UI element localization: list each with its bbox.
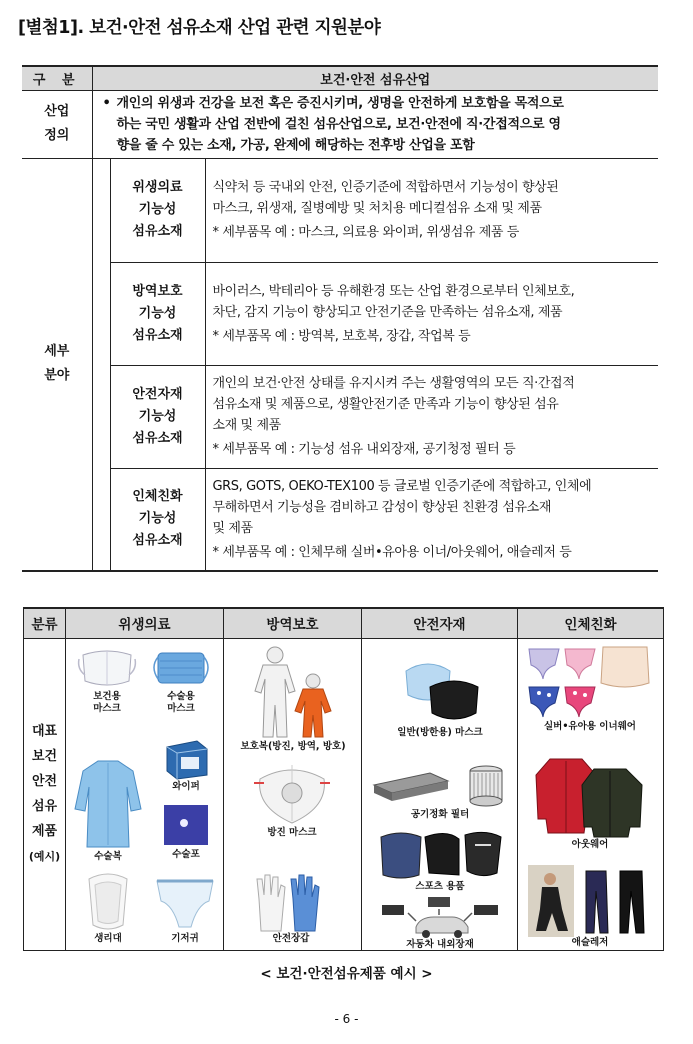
subfield-label: 세부 분야 xyxy=(22,158,92,571)
header-body-friendly: 인체친화 xyxy=(518,608,664,638)
hygiene-cell xyxy=(66,638,224,950)
document-title: [별첨1]. 보건·안전 섬유소재 산업 관련 지원분야 xyxy=(18,18,381,38)
protective-suit-item: 보호복(방진, 방역, 방호) xyxy=(228,645,358,753)
surgical-mask-icon xyxy=(148,645,214,691)
health-mask-item: 보건용 마스크 xyxy=(72,645,142,715)
header-safety: 안전자재 xyxy=(362,608,518,638)
sports-gear-icon xyxy=(375,829,505,881)
bullet-icon: • xyxy=(102,95,111,111)
surgical-drape-icon xyxy=(160,801,212,849)
safety-cell xyxy=(362,638,518,950)
car-interior-icon xyxy=(378,895,502,939)
air-filter-item: 공기정화 필터 xyxy=(366,763,514,821)
table-row xyxy=(22,262,658,365)
table-header-row xyxy=(24,608,664,638)
outerwear-icon xyxy=(530,749,650,839)
air-filter-icon xyxy=(370,763,510,809)
car-interior-item: 자동차 내외장재 xyxy=(372,895,508,951)
table-row xyxy=(22,468,658,571)
header-category: 구 분 xyxy=(22,66,92,90)
innerwear-item: 실버•유아용 이너웨어 xyxy=(522,645,658,733)
safety-gloves-icon xyxy=(251,871,331,933)
protection-cell xyxy=(224,638,362,950)
table-row xyxy=(22,365,658,468)
dust-mask-item: 방진 마스크 xyxy=(242,761,342,839)
general-mask-item: 일반(방한용) 마스크 xyxy=(380,657,500,739)
safety-gloves-item: 안전장갑 xyxy=(246,871,336,945)
athleisure-icon xyxy=(528,865,652,937)
row-description: 식약처 등 국내외 안전, 인증기준에 적합하면서 기능성이 향상된 마스크, 위생재, 질병예방 및 처치용 메디컬섬유 소재 및 제품 * 세부품목 예 : 마스크, 의료용 와이퍼, 위생섬유 제품 등 xyxy=(205,158,658,262)
sports-gear-item: 스포츠 용품 xyxy=(370,829,510,893)
outerwear-item: 아웃웨어 xyxy=(528,749,652,851)
innerwear-icon xyxy=(525,645,655,721)
spacer-cell xyxy=(92,158,110,571)
examples-row xyxy=(24,638,664,950)
table-header-row xyxy=(22,66,658,90)
diaper-item: 기저귀 xyxy=(150,871,220,945)
product-examples-table xyxy=(23,607,664,951)
definition-label: 산업 정의 xyxy=(22,90,92,158)
header-protection: 방역보호 xyxy=(224,608,362,638)
row-name: 인체친화 기능성 섬유소재 xyxy=(110,468,205,571)
header-industry: 보건·안전 섬유산업 xyxy=(92,66,658,90)
table-row xyxy=(22,158,658,262)
page-number: - 6 - xyxy=(334,1012,359,1026)
diaper-icon xyxy=(153,871,217,933)
row-name: 위생의료 기능성 섬유소재 xyxy=(110,158,205,262)
sanitary-pad-item: 생리대 xyxy=(72,871,144,945)
row-name: 안전자재 기능성 섬유소재 xyxy=(110,365,205,468)
row-description: GRS, GOTS, OEKO-TEX100 등 글로벌 인증기준에 적합하고, 인체에 무해하면서 기능성을 겸비하고 감성이 향상된 친환경 섬유소재 및 제품 * 세부품목 예 : 인체무해 실버•유아용 이너/아웃웨어, 애슬레저 등 xyxy=(205,468,658,571)
surgical-mask-item: 수술용 마스크 xyxy=(146,645,216,715)
surgical-gown-icon xyxy=(73,757,143,851)
wiper-item: 와이퍼 xyxy=(154,737,218,793)
row-description: 개인의 보건·안전 상태를 유지시켜 주는 생활영역의 모든 직·간접적 섬유소재 및 제품으로, 생활안전기준 만족과 기능이 향상된 섬유 소재 및 제품 * 세부품목 예 : 기능성 섬유 내외장재, 공기청정 필터 등 xyxy=(205,365,658,468)
athleisure-item: 애슬레저 xyxy=(524,865,656,949)
protective-suit-icon xyxy=(243,645,343,741)
health-mask-icon xyxy=(75,645,139,691)
dust-mask-icon xyxy=(250,761,334,827)
sanitary-pad-icon xyxy=(75,871,141,933)
industry-definition-table xyxy=(22,65,658,572)
surgical-gown-item: 수술복 xyxy=(68,757,148,863)
surgical-drape-item: 수술포 xyxy=(154,801,218,861)
definition-row xyxy=(22,90,658,158)
row-name: 방역보호 기능성 섬유소재 xyxy=(110,262,205,365)
header-hygiene: 위생의료 xyxy=(66,608,224,638)
figure-caption: < 보건·안전섬유제품 예시 > xyxy=(260,966,433,982)
definition-text: • 개인의 위생과 건강을 보전 혹은 증진시키며, 생명을 안전하게 보호함을 목적으로 하는 국민 생활과 산업 전반에 걸친 섬유산업으로, 보건·안전에 직·간접적으로 영 향을 줄 수 있는 소재, 가공, 완제에 해당하는 전후방 산업을 포함 xyxy=(92,90,658,158)
wiper-box-icon xyxy=(161,737,211,781)
body-friendly-cell xyxy=(518,638,664,950)
header-classification: 분류 xyxy=(24,608,66,638)
examples-label: 대표 보건 안전 섬유 제품 (예시) xyxy=(24,638,66,950)
winter-mask-icon xyxy=(398,657,482,727)
row-description: 바이러스, 박테리아 등 유해환경 또는 산업 환경으로부터 인체보호, 차단, 감지 기능이 향상되고 안전기준을 만족하는 섬유소재, 제품 * 세부품목 예 : 방역복, 보호복, 장갑, 작업복 등 xyxy=(205,262,658,365)
